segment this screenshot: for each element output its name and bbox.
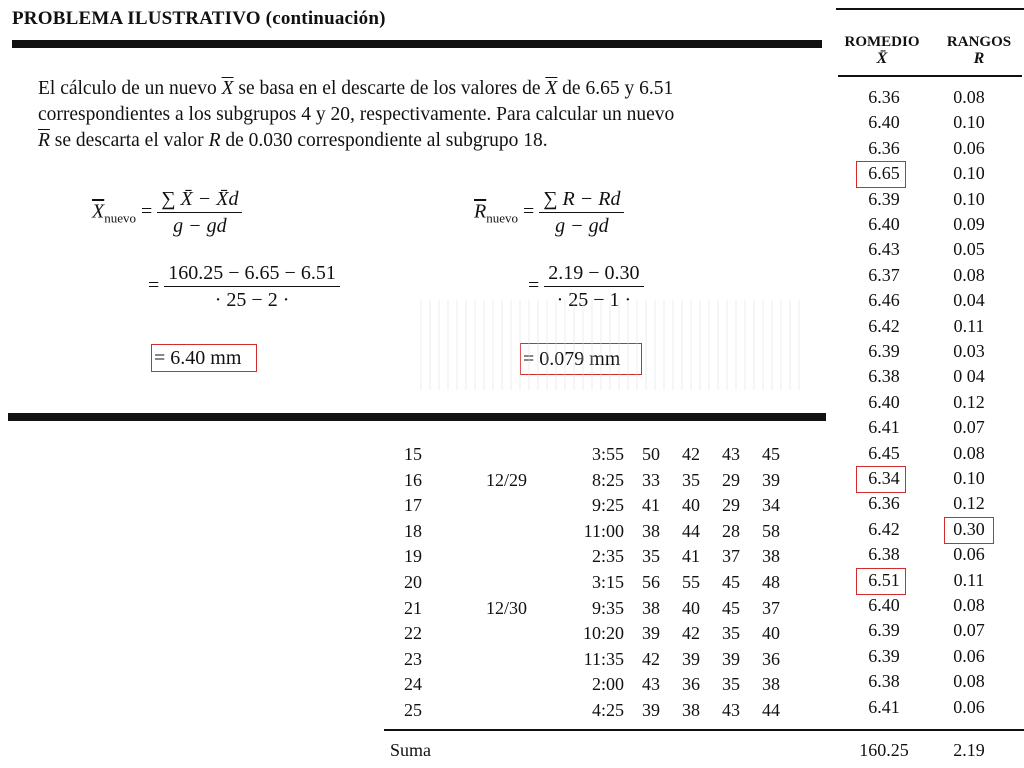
data-cell-sub: 19 <box>404 546 422 567</box>
highlight-box <box>856 568 906 595</box>
highlight-box <box>856 466 906 493</box>
promedio-cell: 6.43 <box>868 239 900 260</box>
data-cell-x2: 41 <box>682 546 700 567</box>
rangos-cell: 0.07 <box>953 620 985 641</box>
result-x-new: = 6.40 mm <box>151 344 257 372</box>
data-cell-sub: 23 <box>404 648 422 669</box>
data-cell-x3: 29 <box>722 495 740 516</box>
mid-rule-thick <box>8 413 826 421</box>
rangos-cell: 0.07 <box>953 417 985 438</box>
promedio-cell: 6.40 <box>868 214 900 234</box>
rangos-cell: 0.10 <box>953 188 985 209</box>
promedio-cell: 6.39 <box>868 341 900 361</box>
header-rangos-symbol: R <box>973 50 985 67</box>
header-promedio: ROMEDIO X̄ <box>834 34 930 68</box>
data-cell-x2: 44 <box>682 520 700 541</box>
promedio-cell: 6.42 <box>868 518 900 539</box>
rangos-cell: 0.10 <box>953 468 985 488</box>
rangos-cell: 0.08 <box>953 264 985 285</box>
page-title: PROBLEMA ILUSTRATIVO (continuación) <box>12 8 386 29</box>
rangos-cell: 0.06 <box>953 137 985 158</box>
data-cell-hora: 8:25 <box>591 469 624 490</box>
header-rule <box>838 75 1022 77</box>
explanation-paragraph: El cálculo de un nuevo $\overline{X}$ se basa en el descarte de los valores de $\overline{X}$ de 6.65 y 6.51 correspondientes a los subgrupos 4 y 20, respectivamente. Para calcular un nuevo $\overline{R}$ se descarta el valor R de 0.030 correspondiente al subgrupo 18. <box>38 78 675 151</box>
data-cell-x3: 35 <box>722 623 740 644</box>
promedio-cell: 6.38 <box>868 671 900 692</box>
rangos-cell: 0.11 <box>953 315 985 336</box>
data-cell-x2: 39 <box>682 648 700 669</box>
formula-x-new: $\overline{X}_{nuevo}$ = $\frac{\sum X̄ - X̄d}{g - gd}$ <box>92 188 242 238</box>
promedio-cell: 6.38 <box>868 366 900 387</box>
data-cell-x1: 50 <box>642 444 660 464</box>
data-cell-x4: 34 <box>762 495 780 516</box>
data-cell-x3: 37 <box>722 546 740 567</box>
data-cell-x3: 39 <box>722 648 740 669</box>
promedio-cell: 6.34 <box>868 468 900 488</box>
rangos-cell: 0.06 <box>953 544 985 565</box>
promedio-cell: 6.36 <box>868 493 900 514</box>
formula-x-calc: = $\frac{160.25 - 6.65 - 6.51}{\cdot 25 - 2 \cdot}$ <box>148 262 340 312</box>
data-cell-sub: 25 <box>404 700 422 720</box>
data-cell-x4: 44 <box>762 700 780 720</box>
data-cell-sub: 18 <box>404 520 422 541</box>
data-cell-x1: 33 <box>642 469 660 490</box>
promedio-cell: 6.45 <box>868 442 900 463</box>
formula-x-lhs: $\overline{X}$ <box>92 200 105 223</box>
data-cell-x1: 39 <box>642 700 660 720</box>
data-cell-x2: 55 <box>682 572 700 592</box>
data-cell-x1: 41 <box>642 495 660 516</box>
data-cell-x1: 38 <box>642 597 660 618</box>
data-cell-x4: 48 <box>762 572 780 592</box>
promedio-cell: 6.39 <box>868 188 900 209</box>
promedio-cell: 6.51 <box>868 569 900 590</box>
data-cell-x4: 37 <box>762 597 780 618</box>
promedio-cell: 6.39 <box>868 620 900 641</box>
data-cell-x2: 38 <box>682 700 700 720</box>
rangos-cell: 0.06 <box>953 696 985 717</box>
data-cell-sub: 15 <box>404 444 422 464</box>
data-cell-hora: 10:20 <box>582 623 624 644</box>
promedio-cell: 6.40 <box>868 112 900 133</box>
rangos-cell: 0.10 <box>953 112 985 133</box>
promedio-cell: 6.42 <box>868 315 900 336</box>
data-cell-x2: 36 <box>682 674 700 695</box>
data-cell-x2: 40 <box>682 495 700 516</box>
promedio-cell: 6.39 <box>868 645 900 666</box>
promedio-cell: 6.36 <box>868 137 900 158</box>
data-cell-x3: 45 <box>722 597 740 618</box>
scan-artifact <box>420 300 800 390</box>
promedio-cell: 6.46 <box>868 290 900 311</box>
data-cell-sub: 21 <box>404 597 422 618</box>
data-cell-x3: 45 <box>722 572 740 592</box>
data-cell-x2: 42 <box>682 444 700 464</box>
data-cell-x1: 42 <box>642 648 660 669</box>
data-cell-sub: 22 <box>404 623 422 644</box>
data-cell-x1: 43 <box>642 674 660 695</box>
top-rule-thick <box>12 40 822 48</box>
highlight-box <box>856 161 906 188</box>
rangos-cell: 0.08 <box>953 442 985 463</box>
data-cell-hora: 11:00 <box>583 520 624 541</box>
header-promedio-symbol: X̄ <box>876 50 888 67</box>
data-cell-x1: 35 <box>642 546 660 567</box>
data-cell-hora: 3:55 <box>591 444 624 464</box>
suma-rangos: 2.19 <box>953 740 985 760</box>
data-cell-hora: 4:25 <box>591 700 624 720</box>
data-cell-x4: 40 <box>762 623 780 644</box>
highlight-box <box>944 517 994 544</box>
data-cell-x2: 40 <box>682 597 700 618</box>
data-cell-hora: 9:25 <box>591 495 624 516</box>
top-rule-thin <box>836 8 1024 10</box>
formula-r-calc: = $\frac{2.19 - 0.30}{\cdot 25 - 1 \cdot}$ <box>528 262 644 312</box>
rangos-cell: 0 04 <box>953 366 985 387</box>
rangos-cell: 0.11 <box>953 569 985 590</box>
rangos-cell: 0.08 <box>953 87 985 107</box>
suma-promedio: 160.25 <box>859 740 909 760</box>
promedio-cell: 6.38 <box>868 544 900 565</box>
promedio-cell: 6.40 <box>868 391 900 412</box>
data-cell-x1: 56 <box>642 572 660 592</box>
promedio-cell: 6.37 <box>868 264 900 285</box>
bottom-rule <box>384 729 1024 731</box>
data-cell-hora: 9:35 <box>591 597 624 618</box>
suma-label: Suma <box>390 740 432 760</box>
rbar-symbol: $\overline{R}$ <box>38 130 50 151</box>
data-cell-hora: 2:00 <box>591 674 624 695</box>
data-cell-x3: 35 <box>722 674 740 695</box>
data-cell-x1: 38 <box>642 520 660 541</box>
xbar-symbol: $\overline{X}$ <box>221 78 234 99</box>
data-cell-fecha: 12/30 <box>486 597 528 618</box>
data-cell-hora: 2:35 <box>591 546 624 567</box>
data-cell-x4: 39 <box>762 469 780 490</box>
data-cell-sub: 20 <box>404 572 422 592</box>
data-cell-sub: 17 <box>404 495 422 516</box>
data-cell-x2: 42 <box>682 623 700 644</box>
data-cell-sub: 24 <box>404 674 422 695</box>
rangos-cell: 0.30 <box>953 518 985 539</box>
rangos-cell: 0.08 <box>953 671 985 692</box>
rangos-cell: 0.03 <box>953 341 985 361</box>
header-rangos: RANGOS R <box>934 34 1024 68</box>
rangos-cell: 0.05 <box>953 239 985 260</box>
rangos-cell: 0.12 <box>953 391 985 412</box>
promedio-cell: 6.40 <box>868 595 900 615</box>
rangos-cell: 0.12 <box>953 493 985 514</box>
data-cell-x4: 36 <box>762 648 780 669</box>
rangos-cell: 0.10 <box>953 163 985 184</box>
data-cell-x2: 35 <box>682 469 700 490</box>
data-cell-x3: 28 <box>722 520 740 541</box>
data-cell-sub: 16 <box>404 469 422 490</box>
promedio-cell: 6.36 <box>868 87 900 107</box>
data-cell-x4: 38 <box>762 674 780 695</box>
result-r-new: = 0.079 mm <box>520 343 642 375</box>
data-cell-x3: 43 <box>722 700 740 720</box>
formula-r-lhs: $\overline{R}$ <box>474 200 487 223</box>
rangos-cell: 0.08 <box>953 595 985 615</box>
formula-r-new: $\overline{R}_{nuevo}$ = $\frac{\sum R - Rd}{g - gd}$ <box>474 188 624 238</box>
data-cell-x3: 29 <box>722 469 740 490</box>
data-cell-x4: 45 <box>762 444 780 464</box>
data-cell-hora: 3:15 <box>591 572 624 592</box>
data-cell-x3: 43 <box>722 444 740 464</box>
promedio-cell: 6.41 <box>868 696 900 717</box>
data-cell-x1: 39 <box>642 623 660 644</box>
promedio-cell: 6.41 <box>868 417 900 438</box>
rangos-cell: 0.06 <box>953 645 985 666</box>
rangos-cell: 0.04 <box>953 290 985 311</box>
rangos-cell: 0.09 <box>953 214 985 234</box>
data-cell-fecha: 12/29 <box>486 469 528 490</box>
promedio-cell: 6.65 <box>868 163 900 184</box>
data-cell-x4: 58 <box>762 520 780 541</box>
data-cell-hora: 11:35 <box>583 648 624 669</box>
data-cell-x4: 38 <box>762 546 780 567</box>
